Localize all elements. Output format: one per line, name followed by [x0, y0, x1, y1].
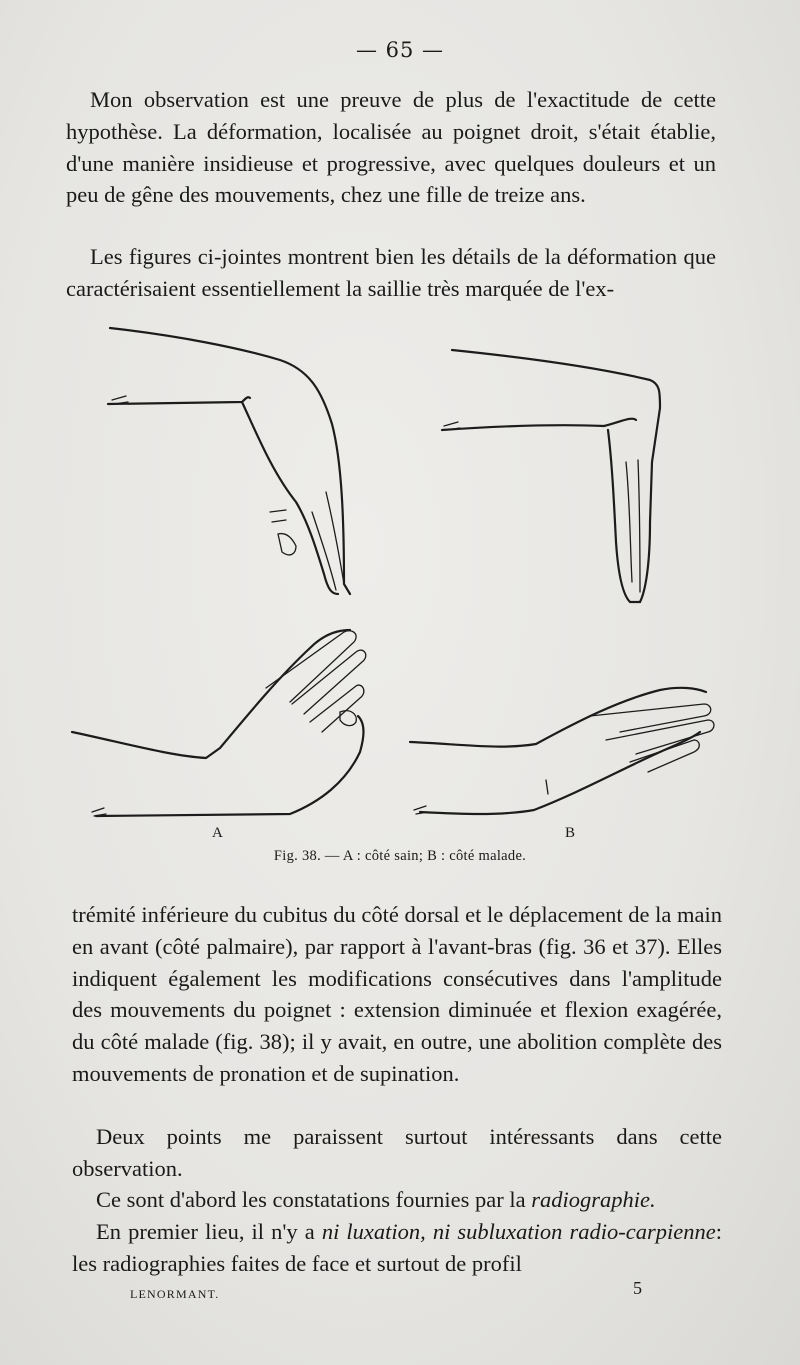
- radiography-italic: radiographie.: [531, 1187, 656, 1212]
- drawing-a-flexion: [108, 328, 350, 594]
- page-number: — 65 —: [355, 38, 445, 62]
- figure-label-b: B: [565, 825, 576, 841]
- paragraph-hypothesis: Mon observation est une preuve de plus de l'exactitude de cette hypothèse. La déformation, localisée au poignet droit, s'était établie, d'une manière insidieuse et progressive, avec quelques douleurs et un peu de gêne des mouvements, chez une fille de treize ans.: [66, 87, 716, 208]
- paragraph-no-luxation: [72, 1216, 722, 1280]
- paragraph-deformation-details: trémité inférieure du cubitus du côté dorsal et le déplacement de la main en avant (côté palmaire), par rapport à l'avant-bras (fig. 36 et 37). Elles indiquent également les modifications consécutives dans l'amplitude des mouvements du poignet : extension diminuée et flexion exagérée, du côté malade (fig. 38); il y avait, en outre, une abolition complète des mouvements de pronation et de supination.: [72, 902, 722, 1086]
- luxation-text-start: En premier lieu, il n'y a: [96, 1219, 322, 1244]
- drawing-a-extension: [72, 630, 366, 816]
- figure-caption: Fig. 38. — A : côté sain; B : côté malade.: [273, 848, 527, 864]
- figure-label-a: A: [212, 825, 223, 841]
- drawing-b-extension: [410, 688, 714, 814]
- luxation-italic: ni luxation, ni subluxation radio-carpienne: [321, 1219, 716, 1244]
- drawing-b-flexion: [442, 350, 660, 602]
- luxation-text-end: : les radiographies faites de face et surtout de profil: [72, 1219, 722, 1276]
- signature-mark: 5: [633, 1278, 642, 1298]
- running-footer-author: LENORMANT.: [130, 1287, 220, 1301]
- paragraph-two-points: Deux points me paraissent surtout intéressants dans cette observation.: [72, 1124, 722, 1181]
- hand-illustrations: [60, 312, 740, 832]
- paragraph-radiography: [72, 1184, 722, 1216]
- radiography-text: Ce sont d'abord les constatations fournies par la: [96, 1187, 532, 1212]
- figure-38-hand-drawings: [60, 312, 740, 832]
- paragraph-figures-intro: Les figures ci-jointes montrent bien les détails de la déformation que caractérisaient essentiellement la saillie très marquée de l'ex-: [66, 244, 716, 301]
